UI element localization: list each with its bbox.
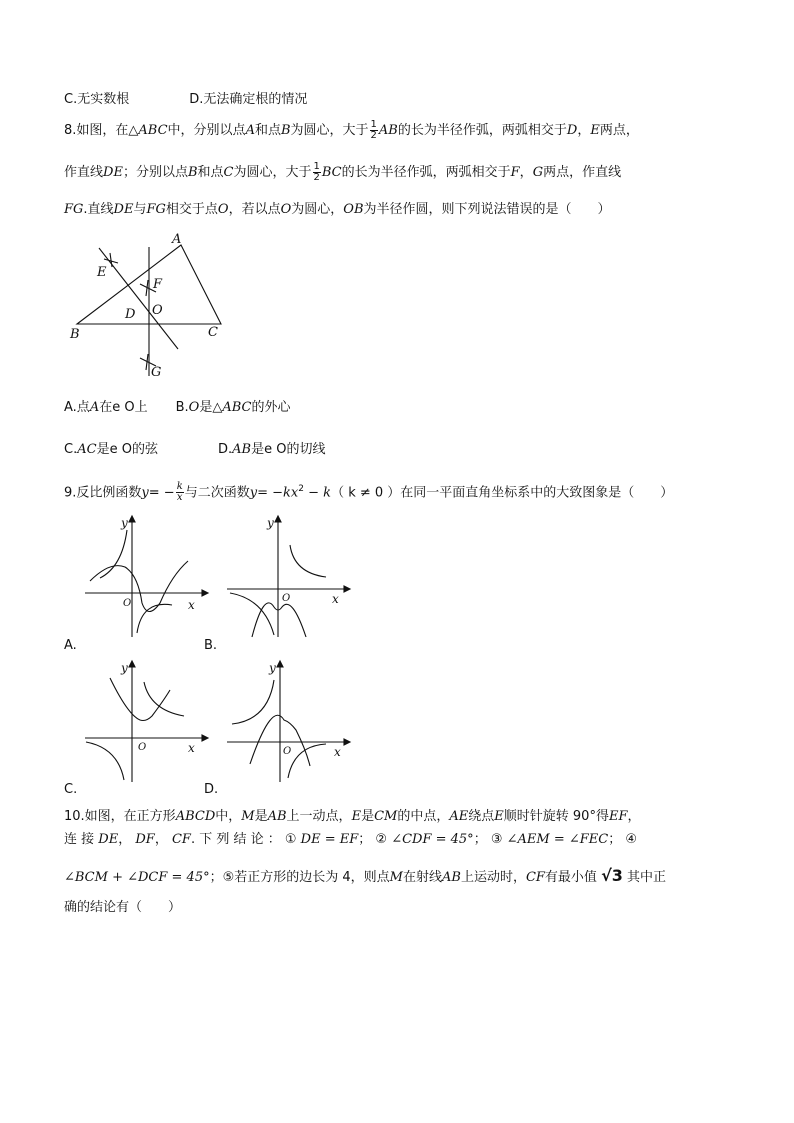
arc-mark-g bbox=[140, 354, 156, 370]
q9-label-c: C. bbox=[64, 782, 78, 797]
svg-text:y: y bbox=[121, 516, 128, 530]
svg-text:O: O bbox=[283, 746, 292, 757]
svg-text:y: y bbox=[269, 661, 276, 675]
q8-line-2: 作直线DE；分别以点B和点C为圆心，大于 $\frac{1}{2}$ BC的长为半径作弧，两弧相交于F，G两点，作直线 bbox=[64, 161, 622, 183]
label-a: A bbox=[172, 232, 182, 247]
q10-line-2: 连 接 DE， DF， CF. 下 列 结 论 ： ① DE = EF； ② ∠CDF = 45°； ③ ∠AEM = ∠FEC； ④ bbox=[64, 832, 638, 847]
svg-text:x: x bbox=[188, 598, 195, 612]
q9-graph-b bbox=[222, 515, 352, 640]
q9-label-d: D. bbox=[204, 782, 219, 797]
q9-label-b: B. bbox=[204, 638, 218, 653]
q10-line-4: 确的结论有（ ） bbox=[64, 900, 182, 915]
q9-label-a: A. bbox=[64, 638, 77, 653]
q8-line-3: FG.直线DE与FG相交于点O，若以点O为圆心，OB为半径作圆，则下列说法错误的是（ ） bbox=[64, 202, 611, 217]
label-e: E bbox=[97, 265, 107, 280]
q9-line-1: 9.反比例函数y= − $\frac{k}{x}$ 与二次函数$y= -kx^2 - k$（ k ≠ 0 ）在同一平面直角坐标系中的大致图象是（ ） bbox=[64, 481, 674, 504]
svg-text:x: x bbox=[188, 741, 195, 755]
q9-graph-d bbox=[222, 660, 352, 785]
svg-text:y: y bbox=[121, 661, 128, 675]
q9-graph-c bbox=[80, 660, 210, 785]
q8-options-ab: A.点A在e O上 B.O是△ABC的外心 bbox=[64, 400, 291, 415]
arc-mark-e bbox=[104, 253, 118, 267]
svg-text:O: O bbox=[123, 598, 132, 609]
label-o: O bbox=[152, 303, 163, 318]
label-g: G bbox=[151, 365, 162, 380]
q7-option-d: D.无法确定根的情况 bbox=[189, 92, 308, 107]
svg-text:x: x bbox=[334, 745, 341, 759]
svg-text:O: O bbox=[282, 593, 291, 604]
q9-graph-a bbox=[80, 515, 210, 640]
triangle-abc bbox=[77, 245, 221, 324]
q7-option-c: C.无实数根 bbox=[64, 92, 130, 107]
q10-line-3: ∠BCM + ∠DCF = 45°；⑤若正方形的边长为 4，则点M在射线AB上运动时，CF有最小值 √3 其中正 bbox=[64, 866, 667, 885]
sqrt-three: √3 bbox=[601, 866, 623, 885]
q7-options bbox=[64, 90, 307, 110]
label-b: B bbox=[70, 327, 80, 342]
svg-text:y: y bbox=[267, 516, 274, 530]
fraction-k-over-x: $\frac{k}{x}$ bbox=[176, 481, 183, 504]
q8-line-1: 8.如图，在△ABC中，分别以点A和点B为圆心，大于 $\frac{1}{2}$ AB的长为半径作弧，两弧相交于D，E两点， bbox=[64, 119, 639, 141]
q8-options-cd: C.AC是e O的弦 D.AB是e O的切线 bbox=[64, 442, 326, 457]
svg-text:x: x bbox=[332, 592, 339, 606]
label-f: F bbox=[153, 277, 163, 292]
svg-text:O: O bbox=[138, 742, 147, 753]
line-de bbox=[99, 248, 178, 349]
fraction-half: $\frac{1}{2}$ bbox=[313, 161, 320, 183]
label-d: D bbox=[125, 307, 136, 322]
label-c: C bbox=[208, 325, 218, 340]
fraction-half: $\frac{1}{2}$ bbox=[370, 119, 377, 141]
q10-line-1: 10.如图，在正方形ABCD中，M是AB上一动点，E是CM的中点，AE绕点E顺时针旋转 90°得EF， bbox=[64, 809, 641, 824]
arc-mark-f bbox=[140, 280, 156, 296]
